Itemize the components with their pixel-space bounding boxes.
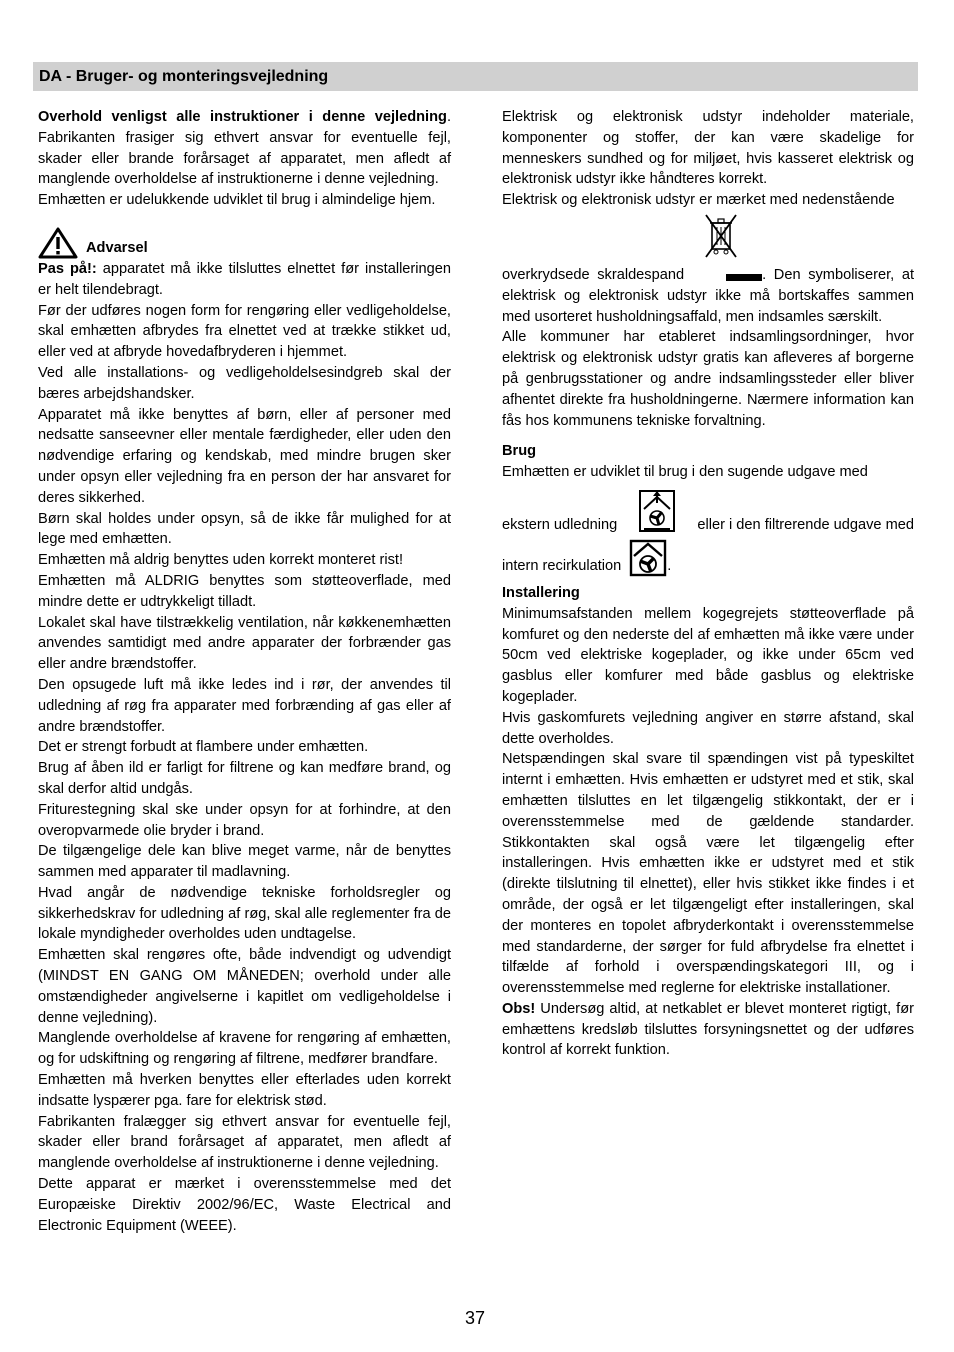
paragraph: Elektrisk og elektronisk udstyr indeholder materiale, komponenter og stoffer, der kan være skadelige for menneskers sundhed og for miljøet, hvis kasseret elektrisk og elektronisk udstyr ikke håndteres korrekt. [502, 109, 914, 188]
paragraph: Før der udføres nogen form for rengøring eller vedligeholdelse, skal emhætten afbrydes fra elnettet ved at trække stikket ud, eller ved at afbryde hovedafbryderen i hjemmet. [38, 302, 451, 361]
obs-text: Undersøg altid, at netkablet er blevet monteret rigtigt, før emhættens kredsløb tilsluttes forsyningsnettet og der udføres kontrol af korrekt funktion. [502, 1000, 914, 1059]
paragraph: Emhætten må hverken benyttes eller efterlades uden korrekt indsatte lyspærer pga. fare for elektrisk stød. [38, 1072, 451, 1109]
paragraph: Minimumsafstanden mellem kogegrejets støtteoverflade på komfuret og den nederste del af emhætten må ikke være under 50cm ved elektriske kogeplader, og ikke under 65cm ved gasblus eller komfurer med både gasblus og elektriske kogeplader. [502, 605, 914, 705]
paragraph [502, 999, 914, 1061]
recirc-end: . [667, 558, 672, 575]
caution-text: apparatet må ikke tilsluttes elnettet før installeringen er helt tilendebragt. [38, 260, 451, 298]
paragraph [502, 265, 914, 327]
paragraph: Friturestegning skal ske under opsyn for at forhindre, at den overopvarmede olie bryder i brand. [38, 801, 451, 839]
usage-line [502, 487, 914, 535]
right-column [502, 107, 914, 1061]
intro-rest: . Fabrikanten frasiger sig ethvert ansvar for eventuelle fejl, skader eller brande forårsaget af apparatet, men afledt af manglende overholdelse af instruktionerne i denne vejledning. [38, 109, 451, 188]
paragraph: Dette apparat er mærket i overensstemmelse med det Europæiske Direktiv 2002/96/EC, Waste Electrical and Electronic Equipment (WEEE). [38, 1176, 451, 1234]
paragraph: Emhætten skal rengøres ofte, både indvendigt og udvendigt (MINDST EN GANG OM MÅNEDEN; overhold under alle omstændigheder angivelserne i kapitlet om vedligeholdelse i denne vejledning). [38, 947, 451, 1026]
paragraph: Emhætten er udviklet til brug i den sugende udgave med [502, 464, 868, 481]
bin-text-b: . Den symboliserer, at elektrisk og elektronisk udstyr ikke må bortskaffes sammen med usorteret husholdningsaffald, men indsamles særskilt. [502, 266, 914, 325]
left-column [38, 107, 451, 1236]
recirc-text: intern recirkulation [502, 558, 622, 575]
bin-symbol-row [502, 211, 914, 265]
paragraph: Hvad angår de nødvendige tekniske forholdsregler og sikkerhedskrav for udledning af røg, skal alle reglementer fra de lokale myndigheder overholdes uden undtagelse. [38, 884, 451, 943]
paragraph: Apparatet må ikke benyttes af børn, eller af personer med nedsatte sanseevner eller mentale færdigheder, eller uden den nødvendige erfaring og kendskab, med mindre brugen sker under opsyn eller vejledning fra en person der har ansvaret for deres sikkerhed. [38, 406, 451, 506]
section-title: DA - Bruger- og monteringsvejledning [39, 68, 329, 85]
paragraph: Alle kommuner har etableret indsamlingsordninger, hvor elektrisk og elektronisk udstyr gratis kan afleveres af borgerne på genbrugsstationer og andre indsamlingssteder eller bliver afhentet direkte fra husholdningerne. Nærmere information kan fås hos kommunens tekniske forvaltning. [502, 329, 914, 429]
external-exhaust-icon [638, 489, 676, 533]
warning-title: Advarsel [86, 240, 148, 257]
paragraph: De tilgængelige dele kan blive meget varme, når de benyttes sammen med apparater til madlavning. [38, 843, 451, 881]
warning-heading [38, 225, 451, 259]
paragraph: Brug af åben ild er farligt for filtrene og kan medføre brand, og skal derfor altid undgås. [38, 760, 451, 797]
filter-text: eller i den filtrerende udgave med [697, 516, 914, 533]
warning-triangle-icon [38, 227, 78, 259]
paragraph: Emhætten må ALDRIG benyttes som støtteoverflade, med mindre dette er udtrykkeligt tilladt. [38, 572, 451, 610]
bin-bar-icon [726, 274, 762, 281]
external-text: ekstern udledning [502, 516, 618, 533]
paragraph: Manglende overholdelse af kravene for rengøring af emhætten, og for udskiftning og rengøring af filtrene, medfører brandfare. [38, 1030, 451, 1068]
intro-paragraph [38, 107, 451, 190]
paragraph: Fabrikanten fralægger sig ethvert ansvar for eventuelle fejl, skader eller brand forårsaget af apparatet, men afledt af manglende overholdelse af instruktionerne i denne vejledning. [38, 1113, 451, 1172]
intro2: Emhætten er udelukkende udviklet til brug i almindelige hjem. [38, 192, 436, 209]
section-header [33, 62, 918, 91]
paragraph: Det er strengt forbudt at flambere under emhætten. [38, 739, 369, 756]
recirc-line [502, 535, 914, 577]
paragraph: Emhætten må aldrig benyttes uden korrekt monteret rist! [38, 552, 404, 569]
crossed-bin-icon [704, 213, 738, 261]
section-title-installering: Installering [502, 584, 580, 601]
paragraph [38, 259, 451, 301]
paragraph: Netspændingen skal svare til spændingen vist på typeskiltet internt i emhætten. Hvis emhætten er udstyret med et stik, skal emhætten tilsluttes en let tilgængelig stikkontakt, der er i overensstemmelse med de gældende standarder. Stikkontakten skal også være let tilgængelig efter installeringen. Hvis emhætten ikke er udstyret med et stik (direkte tilslutning til elnettet), eller hvis stikket ikke findes i et område, der også er let tilgængeligt efter installeringen, skal der monteres en topolet afbryderkontakt i overensstemmelse med standarderne, der sørger for fuld afbrydelse fra elnettet i tilfælde af forhold i overspændingskategori III, og i overensstemmelse med reglerne for elektriske installationer. [502, 751, 914, 997]
obs-label: Obs! [502, 1000, 536, 1017]
intro-bold: Overhold venligst alle instruktioner i denne vejledning [38, 109, 447, 125]
bin-text-a: overkrydsede skraldespand [502, 266, 685, 283]
paragraph: Den opsugede luft må ikke ledes ind i rør, der anvendes til udledning af røg fra apparater med forbrænding af gas eller af andre brændstoffer. [38, 676, 451, 735]
recirculation-icon [629, 539, 667, 577]
paragraph: Ved alle installations- og vedligeholdelsesindgreb skal der bæres arbejdshandsker. [38, 364, 451, 402]
section-title-brug: Brug [502, 443, 537, 460]
paragraph: Lokalet skal have tilstrækkelig ventilation, når køkkenemhætten anvendes samtidigt med andre apparater der forbrænder gas eller andre brændstoffer. [38, 614, 451, 673]
page-number: 37 [465, 1308, 486, 1328]
paragraph: Hvis gaskomfurets vejledning angiver en større afstand, skal dette overholdes. [502, 709, 914, 747]
paragraph: Børn skal holdes under opsyn, så de ikke får mulighed for at lege med emhætten. [38, 510, 451, 548]
caution-label: Pas på!: [38, 260, 97, 277]
paragraph: Elektrisk og elektronisk udstyr er mærket med nedenstående [502, 192, 895, 209]
